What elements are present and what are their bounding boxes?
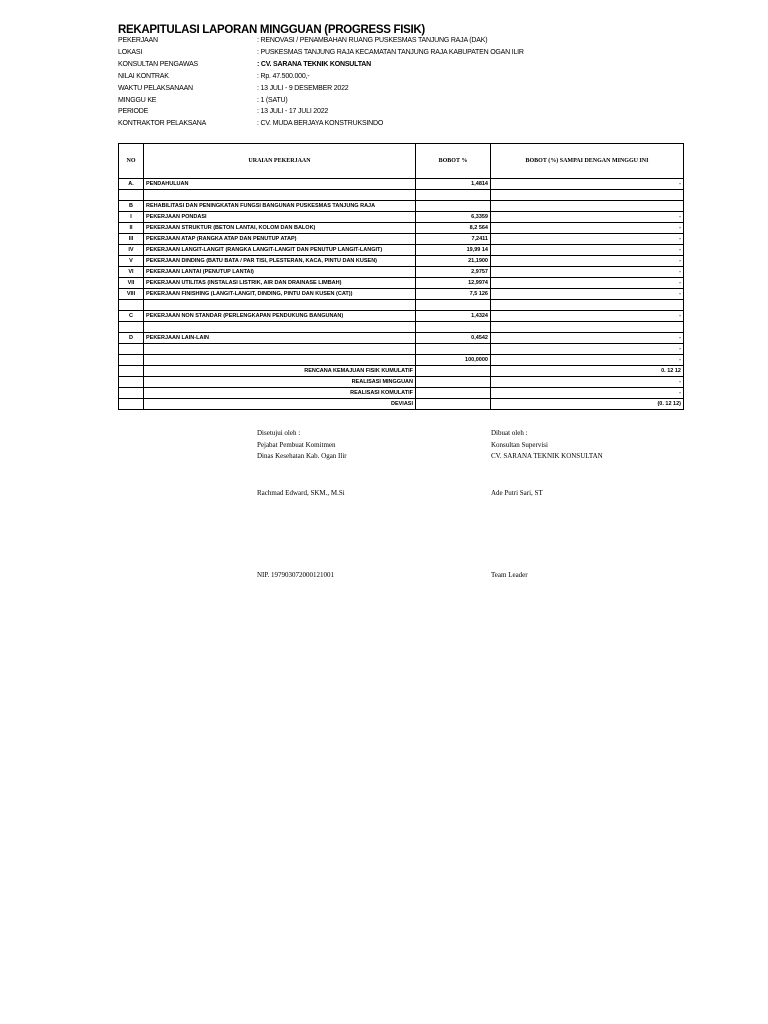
table-row	[119, 333, 684, 344]
summary-empty-cell	[416, 388, 491, 399]
row-bobot-minggu: -	[491, 256, 684, 267]
summary-label: RENCANA KEMAJUAN FISIK KUMULATIF	[144, 366, 416, 377]
row-bobot: 1,4814	[416, 179, 491, 190]
table-body	[119, 179, 684, 366]
row-bobot-minggu: -	[491, 289, 684, 300]
info-value: : CV. MUDA BERJAYA KONSTRUKSINDO	[257, 120, 384, 127]
row-no	[119, 344, 144, 355]
row-bobot-minggu: -	[491, 212, 684, 223]
info-value: : 1 (SATU)	[257, 97, 288, 104]
info-label: PERIODE	[118, 108, 149, 115]
row-bobot-minggu: -	[491, 234, 684, 245]
row-bobot-minggu	[491, 201, 684, 212]
row-uraian: PEKERJAAN STRUKTUR (BETON LANTAI, KOLOM DAN BALOK)	[144, 223, 416, 234]
maker-position: Team Leader	[491, 571, 528, 579]
table-row	[119, 234, 684, 245]
summary-empty-cell	[119, 366, 144, 377]
document-title: REKAPITULASI LAPORAN MINGGUAN (PROGRESS FISIK)	[118, 24, 425, 36]
summary-empty-cell	[119, 377, 144, 388]
row-bobot-minggu: -	[491, 355, 684, 366]
table-row	[119, 256, 684, 267]
summary-value: (0. 12 12)	[491, 399, 684, 410]
row-bobot: 7,5 126	[416, 289, 491, 300]
row-no: B	[119, 201, 144, 212]
table-row	[119, 289, 684, 300]
table-row	[119, 267, 684, 278]
row-no: VII	[119, 278, 144, 289]
info-label: LOKASI	[118, 49, 143, 56]
info-value: : CV. SARANA TEKNIK KONSULTAN	[257, 61, 371, 68]
row-bobot-minggu: -	[491, 245, 684, 256]
row-uraian	[144, 300, 416, 311]
summary-row	[119, 366, 684, 377]
row-uraian	[144, 322, 416, 333]
row-bobot: 19,99 14	[416, 245, 491, 256]
row-bobot	[416, 300, 491, 311]
info-value: : PUSKESMAS TANJUNG RAJA KECAMATAN TANJUNG RAJA KABUPATEN OGAN ILIR	[257, 49, 524, 56]
table-row	[119, 311, 684, 322]
row-bobot	[416, 322, 491, 333]
row-bobot-minggu	[491, 190, 684, 201]
row-no: II	[119, 223, 144, 234]
table-row	[119, 300, 684, 311]
row-uraian: PEKERJAAN UTILITAS (INSTALASI LISTRIK, AIR DAN DRAINASE LIMBAH)	[144, 278, 416, 289]
row-bobot	[416, 201, 491, 212]
row-uraian: PEKERJAAN LANGIT-LANGIT (RANGKA LANGIT-LANGIT DAN PENUTUP LANGIT-LANGIT)	[144, 245, 416, 256]
row-uraian	[144, 190, 416, 201]
row-bobot-minggu	[491, 322, 684, 333]
row-bobot: 6,3359	[416, 212, 491, 223]
maker-office: CV. SARANA TEKNIK KONSULTAN	[491, 452, 603, 460]
row-bobot	[416, 344, 491, 355]
row-bobot: 8,2 564	[416, 223, 491, 234]
info-label: KONSULTAN PENGAWAS	[118, 61, 199, 68]
info-value: : Rp. 47.500.000,-	[257, 73, 310, 80]
row-bobot-minggu: -	[491, 344, 684, 355]
summary-empty-cell	[416, 377, 491, 388]
row-no	[119, 190, 144, 201]
row-no: V	[119, 256, 144, 267]
summary-value: 0. 12 12	[491, 366, 684, 377]
row-no	[119, 322, 144, 333]
approver-nip: NIP. 197903072000121001	[257, 571, 335, 579]
header-bobot-minggu: BOBOT (%) SAMPAI DENGAN MINGGU INI	[491, 144, 684, 179]
row-bobot-minggu: -	[491, 223, 684, 234]
row-no: VIII	[119, 289, 144, 300]
info-label: KONTRAKTOR PELAKSANA	[118, 120, 207, 127]
header-bobot: BOBOT %	[416, 144, 491, 179]
row-bobot: 100,0000	[416, 355, 491, 366]
row-bobot-minggu: -	[491, 179, 684, 190]
row-uraian: PENDAHULUAN	[144, 179, 416, 190]
header-no: NO	[119, 144, 144, 179]
table-row	[119, 344, 684, 355]
row-uraian	[144, 355, 416, 366]
summary-value: -	[491, 377, 684, 388]
row-no	[119, 300, 144, 311]
row-bobot: 0,4542	[416, 333, 491, 344]
row-uraian: PEKERJAAN DINDING (BATU BATA / PAR TISI, PLESTERAN, KACA, PINTU DAN KUSEN)	[144, 256, 416, 267]
table-row	[119, 179, 684, 190]
info-value: : RENOVASI / PENAMBAHAN RUANG PUSKESMAS TANJUNG RAJA (DAK)	[257, 37, 488, 44]
made-by-label: Dibuat oleh :	[491, 429, 528, 437]
summary-row	[119, 377, 684, 388]
row-bobot: 12,9974	[416, 278, 491, 289]
summary-row	[119, 388, 684, 399]
info-value: : 13 JULI - 17 JULI 2022	[257, 108, 329, 115]
table-row	[119, 201, 684, 212]
approver-office: Dinas Kesehatan Kab. Ogan Ilir	[257, 452, 347, 460]
row-bobot: 21,1900	[416, 256, 491, 267]
summary-label: REALISASI MINGGUAN	[144, 377, 416, 388]
info-label: PEKERJAAN	[118, 37, 158, 44]
row-bobot-minggu: -	[491, 267, 684, 278]
table-header-row	[119, 144, 684, 179]
row-no: C	[119, 311, 144, 322]
info-value: : 13 JULI - 9 DESEMBER 2022	[257, 85, 349, 92]
row-uraian: PEKERJAAN ATAP (RANGKA ATAP DAN PENUTUP ATAP)	[144, 234, 416, 245]
row-bobot-minggu: -	[491, 278, 684, 289]
summary-value: -	[491, 388, 684, 399]
row-uraian: REHABILITASI DAN PENINGKATAN FUNGSI BANGUNAN PUSKESMAS TANJUNG RAJA	[144, 201, 416, 212]
row-uraian: PEKERJAAN LANTAI (PENUTUP LANTAI)	[144, 267, 416, 278]
maker-role: Konsultan Supervisi	[491, 441, 548, 449]
row-uraian	[144, 344, 416, 355]
progress-table	[118, 143, 684, 410]
row-bobot-minggu	[491, 300, 684, 311]
row-uraian: PEKERJAAN FINISHING (LANGIT-LANGIT, DINDING, PINTU DAN KUSEN (CAT))	[144, 289, 416, 300]
row-no: A.	[119, 179, 144, 190]
table-row	[119, 245, 684, 256]
info-label: NILAI KONTRAK	[118, 73, 169, 80]
row-no: I	[119, 212, 144, 223]
table-row	[119, 322, 684, 333]
summary-empty-cell	[119, 388, 144, 399]
row-bobot: 2,9757	[416, 267, 491, 278]
approved-by-label: Disetujui oleh :	[257, 429, 301, 437]
approver-name: Rachmad Edward, SKM., M.Si	[257, 489, 345, 497]
row-uraian: PEKERJAAN LAIN-LAIN	[144, 333, 416, 344]
summary-empty-cell	[119, 399, 144, 410]
summary-empty-cell	[416, 366, 491, 377]
summary-body	[119, 366, 684, 410]
info-label: WAKTU PELAKSANAAN	[118, 85, 193, 92]
row-no: D	[119, 333, 144, 344]
row-bobot	[416, 190, 491, 201]
table-row	[119, 223, 684, 234]
row-uraian: PEKERJAAN PONDASI	[144, 212, 416, 223]
row-no: III	[119, 234, 144, 245]
row-uraian: PEKERJAAN NON STANDAR (PERLENGKAPAN PENDUKUNG BANGUNAN)	[144, 311, 416, 322]
table-row	[119, 190, 684, 201]
header-uraian: URAIAN PEKERJAAN	[144, 144, 416, 179]
row-no	[119, 355, 144, 366]
summary-row	[119, 399, 684, 410]
summary-label: REALISASI KOMULATIF	[144, 388, 416, 399]
row-bobot: 7,2411	[416, 234, 491, 245]
table-row	[119, 212, 684, 223]
row-bobot-minggu: -	[491, 311, 684, 322]
summary-empty-cell	[416, 399, 491, 410]
table-row	[119, 278, 684, 289]
row-no: IV	[119, 245, 144, 256]
row-bobot-minggu: -	[491, 333, 684, 344]
summary-label: DEVIASI	[144, 399, 416, 410]
row-bobot: 1,4324	[416, 311, 491, 322]
row-no: VI	[119, 267, 144, 278]
table-row	[119, 355, 684, 366]
info-label: MINGGU KE	[118, 97, 157, 104]
maker-name: Ade Putri Sari, ST	[491, 489, 543, 497]
approver-role: Pejabat Pembuat Komitmen	[257, 441, 336, 449]
